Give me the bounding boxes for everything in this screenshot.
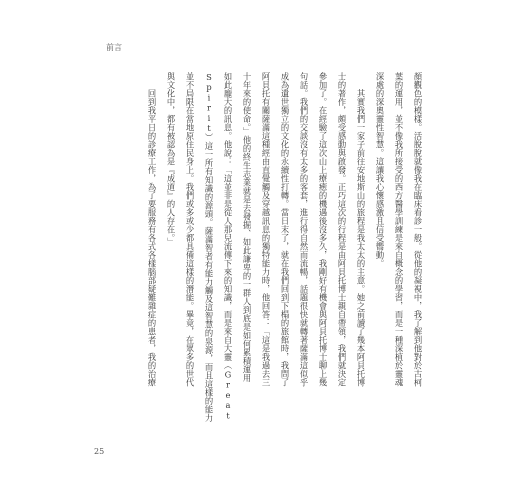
page-number: 25 [94,447,105,456]
text-column: 回到我平日的診療工作，為了要服務有各式各樣腦部疑難雜症的患者，我的治療 [147,89,157,387]
text-column: Spirit）這一所有知識的源頭。薩滿智者有能力觸及這智慧的泉源，而且這樣的能力 [204,72,214,423]
text-column: 參加了。在經驗了這次山上療癒的機遇後沒多久，我剛好有機會與阿貝托博士聊上幾 [318,72,328,387]
text-column: 阿貝托有關薩滿這種經由直覺觸及穿越訊息的獨特能力時，他回答：「這是我過去三 [261,72,271,387]
text-column: 顏觀色的模樣。活脫脫就像我在臨床看診一般。從他的凝視中，我了解到他對於古柯 [413,72,423,387]
vertical-text-block [142,72,424,432]
text-column: 如此龐大的訊息。他說：「這並非是從人那兒流傳下來的知識，而是來自大靈（Great [223,72,233,421]
text-column: 與文化中，都有被認為是『成道』的人存在。」 [166,72,176,247]
text-column: 成為遺世獨立的文化的永續性打轉。當日末了，就在我們回到下榻的旅館時，我問了 [280,72,290,387]
text-column: 並不局限在當地原住民身上。我們或多或少都具備這樣的潛能。畢竟，在眾多的世代 [185,72,195,387]
text-column: 句話。我們的交談沒有太多的客套，進行得自然而流暢，話題很快就轉著薩滿這似乎 [299,72,309,387]
text-column: 葉的運用，並不像我所接受的西方醫學訓練是來自概念的學習，而是一種深植於靈魂 [394,72,404,387]
page-header: 前言 [106,43,122,52]
text-column: 其實我們一家子前往安地斯山的旅程是我太太的主意。她之前讀了幾本阿貝托博 [356,89,366,387]
text-column: 深處的深奧靈性智慧。這讓我心懷感激且信受嚮動。 [375,72,385,268]
text-column: 士的著作，頗受感動與啟發。正巧這次的行程是由阿貝托博士親自帶領，我們就決定 [337,72,347,387]
text-column: 十年來的使命。」他的終生志業就是去發掘、如此謙卑的一群人到底是如何累積運用 [242,72,252,383]
